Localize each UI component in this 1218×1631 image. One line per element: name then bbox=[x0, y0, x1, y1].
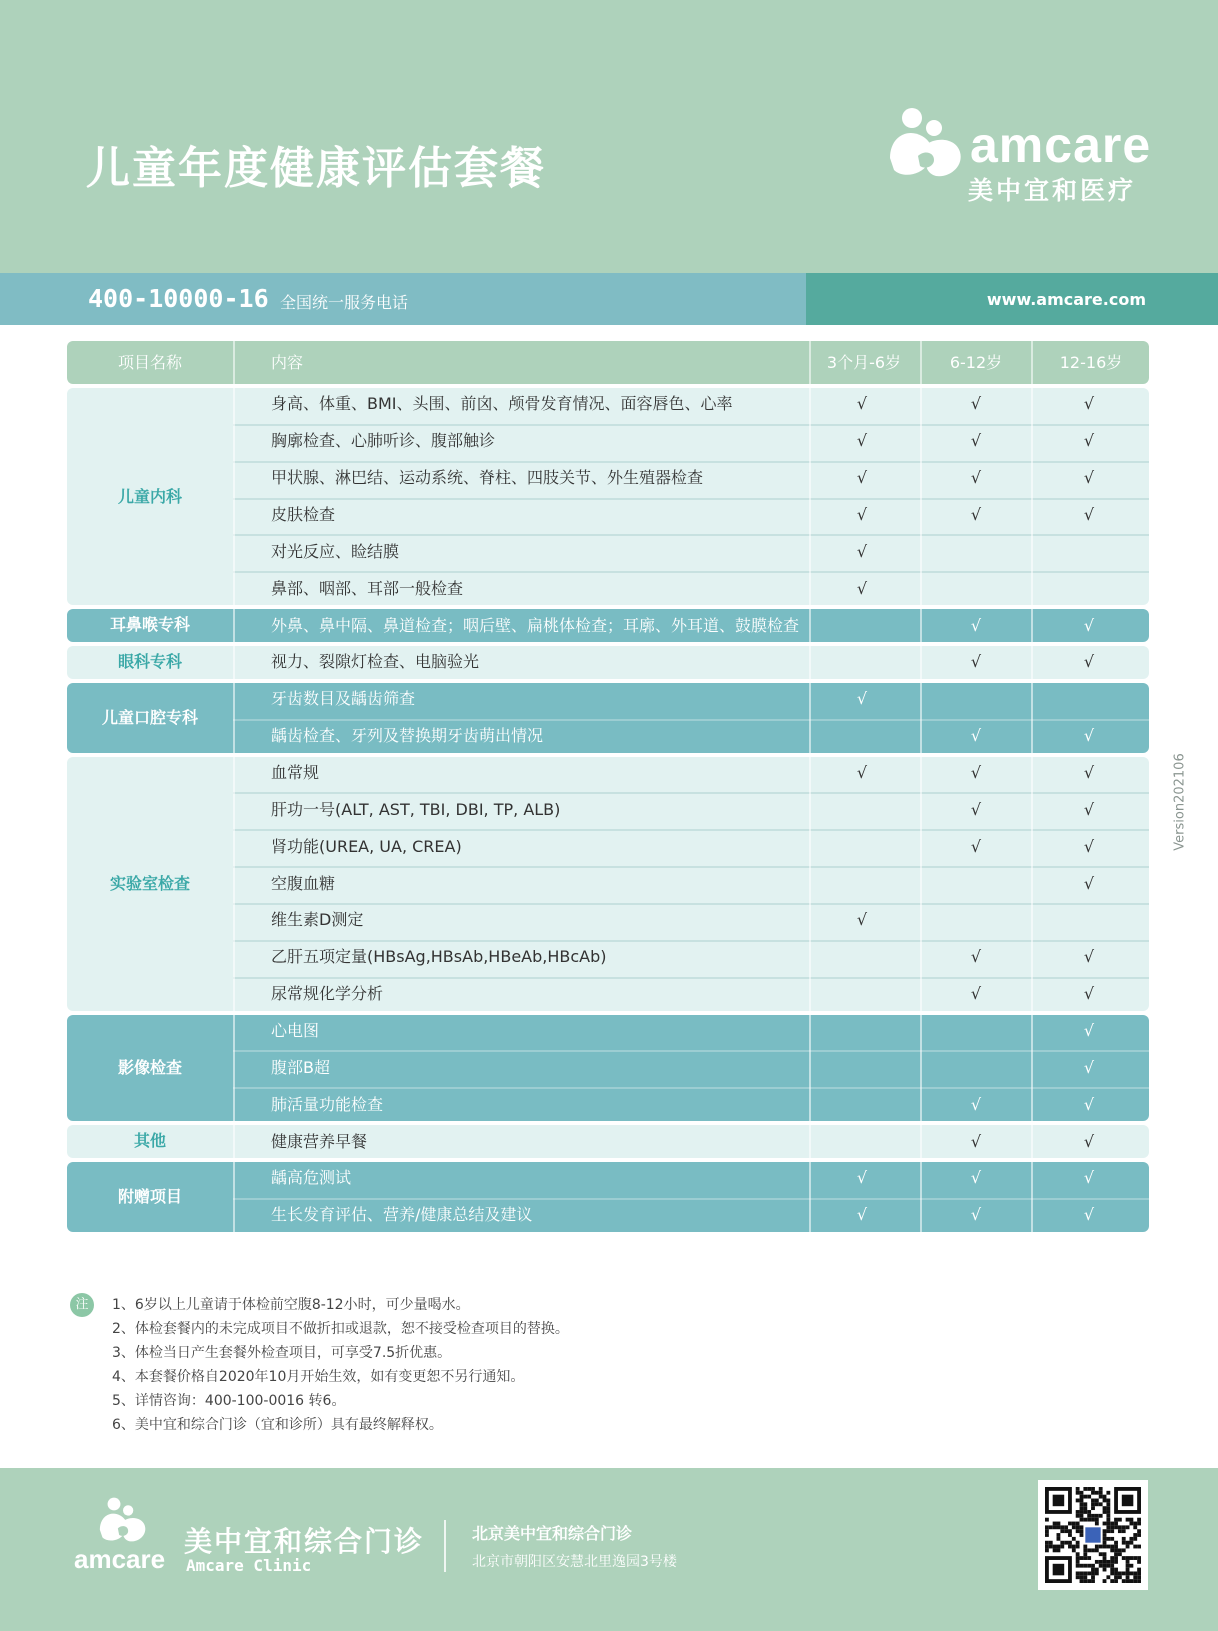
footer-banner bbox=[0, 1468, 1218, 1631]
check-mark: √ bbox=[970, 1205, 982, 1225]
amcare-logo bbox=[884, 106, 1154, 214]
page-title: 儿童年度健康评估套餐 bbox=[86, 143, 546, 194]
row-divider bbox=[233, 940, 1149, 942]
check-mark: √ bbox=[856, 1168, 868, 1188]
footer-logo bbox=[74, 1496, 178, 1576]
item-text: 外鼻、鼻中隔、鼻道检查；咽后壁、扁桃体检查；耳廓、外耳道、鼓膜检查 bbox=[271, 615, 800, 635]
note-item: 5、详情咨询：400-100-0016 转6。 bbox=[112, 1393, 346, 1409]
check-mark: √ bbox=[1083, 799, 1095, 819]
check-mark: √ bbox=[1083, 873, 1095, 893]
check-mark: √ bbox=[1083, 1094, 1095, 1114]
row-divider bbox=[233, 534, 1149, 536]
check-mark: √ bbox=[970, 468, 982, 488]
check-mark: √ bbox=[970, 394, 982, 414]
category-label: 影像检查 bbox=[117, 1057, 182, 1077]
column-divider bbox=[920, 341, 922, 1234]
note-badge-icon: 注 bbox=[70, 1293, 94, 1317]
item-text: 空腹血糖 bbox=[271, 873, 336, 893]
note-item: 6、美中宜和综合门诊（宜和诊所）具有最终解释权。 bbox=[112, 1417, 443, 1433]
item-text: 皮肤检查 bbox=[271, 505, 336, 524]
check-mark: √ bbox=[1083, 763, 1095, 783]
service-phone[interactable]: 400-10000-16 bbox=[88, 284, 269, 313]
check-mark: √ bbox=[1083, 394, 1095, 414]
check-mark: √ bbox=[1083, 947, 1095, 967]
check-mark: √ bbox=[970, 763, 982, 783]
version-label: Version202106 bbox=[1172, 753, 1188, 851]
row-divider bbox=[233, 866, 1149, 868]
item-text: 血常规 bbox=[271, 763, 320, 783]
row-divider bbox=[233, 1087, 1149, 1089]
row-divider bbox=[233, 498, 1149, 500]
category-label: 附赠项目 bbox=[117, 1187, 182, 1207]
check-mark: √ bbox=[970, 984, 982, 1004]
item-text: 甲状腺、淋巴结、运动系统、脊柱、四肢关节、外生殖器检查 bbox=[271, 468, 704, 488]
logo-chinese-name: 美中宜和医疗 bbox=[968, 176, 1137, 205]
item-text: 龋齿检查、牙列及替换期牙齿萌出情况 bbox=[271, 726, 544, 746]
check-mark: √ bbox=[1083, 726, 1095, 746]
check-mark: √ bbox=[1083, 1021, 1095, 1041]
row-divider bbox=[233, 1050, 1149, 1052]
check-mark: √ bbox=[1083, 984, 1095, 1004]
clinic-address-title: 北京美中宜和综合门诊 bbox=[472, 1524, 633, 1543]
qr-code-icon[interactable] bbox=[1038, 1480, 1148, 1590]
check-mark: √ bbox=[856, 1205, 868, 1225]
column-header: 6-12岁 bbox=[949, 353, 1003, 372]
footer-logo-wordmark: amcare bbox=[74, 1544, 166, 1574]
row-divider bbox=[233, 461, 1149, 463]
check-mark: √ bbox=[856, 505, 868, 524]
category-label: 耳鼻喉专科 bbox=[109, 615, 190, 635]
logo-wordmark: amcare bbox=[970, 117, 1152, 173]
item-text: 龋高危测试 bbox=[271, 1168, 352, 1188]
item-text: 乙肝五项定量(HBsAg,HBsAb,HBeAb,HBcAb) bbox=[271, 947, 607, 967]
family-logo-icon bbox=[96, 1496, 150, 1548]
check-mark: √ bbox=[970, 1094, 982, 1114]
column-header: 内容 bbox=[271, 353, 304, 372]
check-mark: √ bbox=[1083, 1057, 1095, 1077]
check-mark: √ bbox=[970, 726, 982, 746]
item-text: 胸廓检查、心肺听诊、腹部触诊 bbox=[271, 431, 496, 451]
row-divider bbox=[233, 719, 1149, 721]
category-label: 儿童内科 bbox=[117, 487, 182, 506]
check-mark: √ bbox=[1083, 836, 1095, 856]
check-mark: √ bbox=[1083, 468, 1095, 488]
note-item: 1、6岁以上儿童请于体检前空腹8-12小时，可少量喝水。 bbox=[112, 1297, 470, 1313]
check-mark: √ bbox=[1083, 431, 1095, 451]
clinic-address: 北京市朝阳区安慧北里逸园3号楼 bbox=[472, 1554, 677, 1570]
check-mark: √ bbox=[970, 799, 982, 819]
item-text: 生长发育评估、营养/健康总结及建议 bbox=[271, 1205, 533, 1225]
item-text: 对光反应、睑结膜 bbox=[271, 541, 400, 561]
row-divider bbox=[233, 571, 1149, 573]
item-text: 牙齿数目及龋齿筛查 bbox=[271, 689, 416, 709]
column-header: 12-16岁 bbox=[1059, 353, 1123, 372]
check-mark: √ bbox=[970, 836, 982, 856]
check-mark: √ bbox=[970, 615, 982, 635]
column-divider bbox=[1031, 341, 1033, 1234]
check-mark: √ bbox=[970, 947, 982, 967]
category-label: 实验室检查 bbox=[109, 873, 190, 893]
item-text: 肾功能(UREA, UA, CREA) bbox=[271, 836, 462, 856]
check-mark: √ bbox=[856, 431, 868, 451]
category-label: 儿童口腔专科 bbox=[101, 707, 198, 727]
item-text: 肝功一号(ALT, AST, TBI, DBI, TP, ALB) bbox=[271, 799, 561, 819]
check-mark: √ bbox=[970, 1168, 982, 1188]
check-mark: √ bbox=[970, 1131, 982, 1151]
column-header: 项目名称 bbox=[117, 353, 182, 372]
clinic-name-en: Amcare Clinic bbox=[186, 1556, 312, 1575]
note-item: 3、体检当日产生套餐外检查项目，可享受7.5折优惠。 bbox=[112, 1345, 452, 1361]
check-mark: √ bbox=[1083, 615, 1095, 635]
website-link[interactable]: www.amcare.com bbox=[986, 290, 1146, 309]
row-divider bbox=[233, 424, 1149, 426]
clinic-name-cn: 美中宜和综合门诊 bbox=[184, 1525, 425, 1558]
item-text: 维生素D测定 bbox=[271, 910, 364, 930]
item-text: 视力、裂隙灯检查、电脑验光 bbox=[271, 652, 480, 672]
check-mark: √ bbox=[1083, 1168, 1095, 1188]
column-divider bbox=[809, 341, 811, 1234]
item-text: 心电图 bbox=[271, 1021, 320, 1041]
row-divider bbox=[233, 903, 1149, 905]
item-text: 鼻部、咽部、耳部一般检查 bbox=[271, 578, 464, 598]
item-text: 身高、体重、BMI、头围、前囟、颅骨发育情况、面容唇色、心率 bbox=[271, 394, 733, 414]
check-mark: √ bbox=[856, 394, 868, 414]
item-text: 腹部B超 bbox=[271, 1057, 330, 1077]
check-mark: √ bbox=[856, 541, 868, 561]
row-divider bbox=[233, 1198, 1149, 1200]
check-mark: √ bbox=[856, 578, 868, 598]
check-mark: √ bbox=[1083, 1131, 1095, 1151]
service-phone-label: 全国统一服务电话 bbox=[280, 293, 409, 312]
note-item: 2、体检套餐内的未完成项目不做折扣或退款，恕不接受检查项目的替换。 bbox=[112, 1321, 569, 1337]
note-item: 4、本套餐价格自2020年10月开始生效，如有变更恕不另行通知。 bbox=[112, 1369, 525, 1385]
row-divider bbox=[233, 792, 1149, 794]
check-mark: √ bbox=[970, 652, 982, 672]
column-divider bbox=[233, 341, 235, 1234]
check-mark: √ bbox=[1083, 652, 1095, 672]
row-divider bbox=[233, 829, 1149, 831]
category-label: 其他 bbox=[133, 1131, 166, 1151]
check-mark: √ bbox=[856, 689, 868, 709]
check-mark: √ bbox=[970, 431, 982, 451]
check-mark: √ bbox=[1083, 1205, 1095, 1225]
check-mark: √ bbox=[856, 910, 868, 930]
category-label: 眼科专科 bbox=[117, 652, 182, 672]
row-divider bbox=[233, 977, 1149, 979]
check-mark: √ bbox=[1083, 505, 1095, 524]
item-text: 肺活量功能检查 bbox=[271, 1094, 384, 1114]
item-text: 尿常规化学分析 bbox=[271, 984, 384, 1004]
column-header: 3个月-6岁 bbox=[826, 353, 902, 372]
check-mark: √ bbox=[970, 505, 982, 524]
check-mark: √ bbox=[856, 468, 868, 488]
check-mark: √ bbox=[856, 763, 868, 783]
family-logo-icon bbox=[884, 106, 968, 186]
item-text: 健康营养早餐 bbox=[271, 1131, 368, 1151]
footer-divider bbox=[444, 1520, 446, 1572]
